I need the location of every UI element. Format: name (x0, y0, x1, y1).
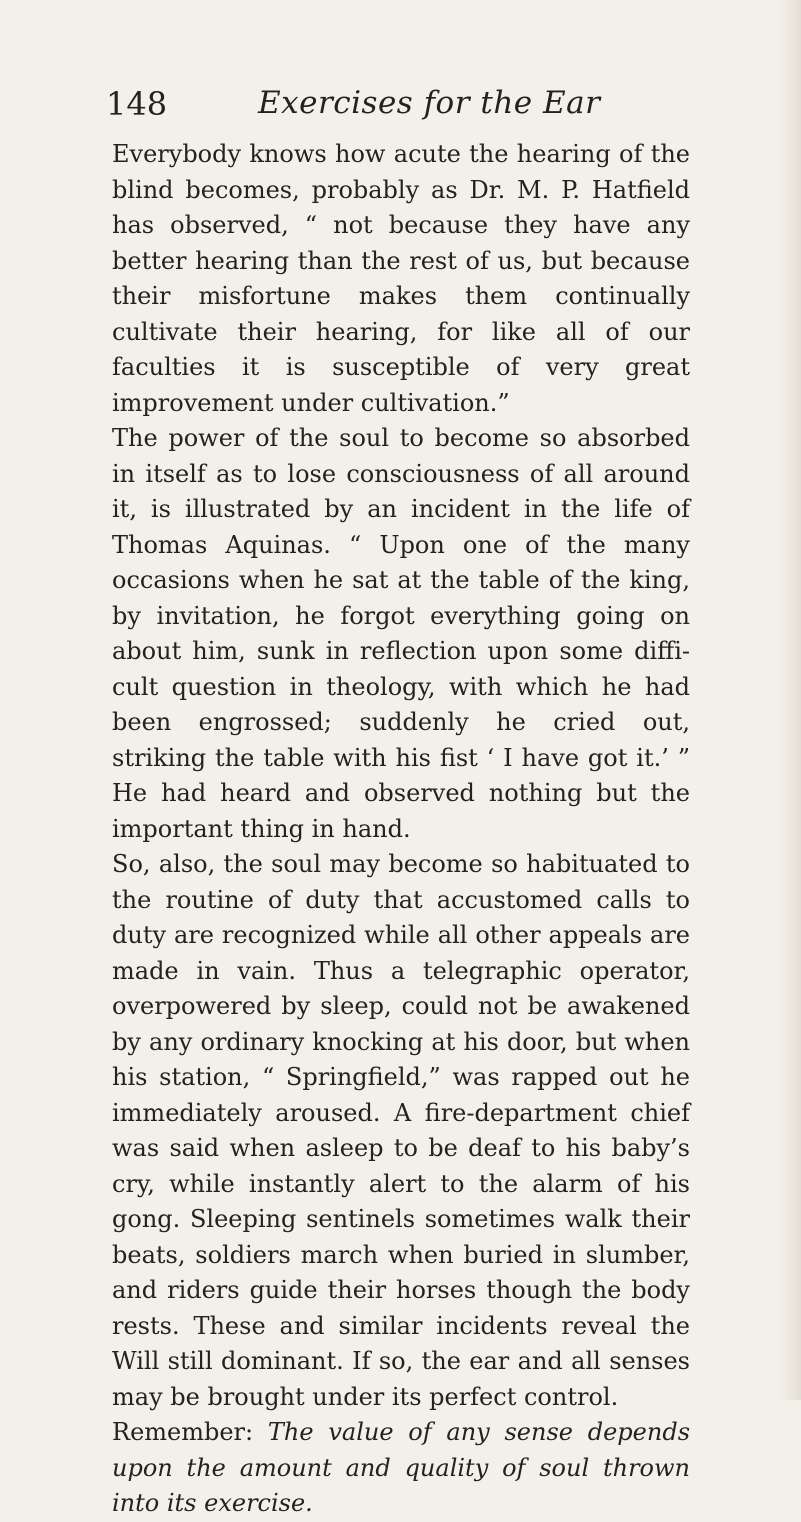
paragraph-blind-hearing: Everybody knows how acute the hearing of the blind becomes, probably as Dr. M. P. Hatfield has observed, “ not because they have any better hearing than the rest of us, but because their misfortune makes them continually cultivate their hearing, for like all of our faculties it is susceptible of very great improvement under cultivation.” (112, 140, 690, 417)
paragraph-habituated-soul: So, also, the soul may become so habituated to the routine of duty that accustomed calls to duty are recognized while all other appeals are made in vain. Thus a telegraphic operator, overpowered by sleep, could not be awakened by any ordinary knocking at his door, but when his station, “ Springfield,” was rapped out he immediately aroused. A fire-department chief was said when asleep to be deaf to his baby’s cry, while instantly alert to the alarm of his gong. Sleeping sentinels sometimes walk their beats, soldiers march when buried in slumber, and riders guide their horses though the body rests. These and similar incidents reveal the Will still dominant. If so, the ear and all senses may be brought under its perfect control. (112, 850, 690, 1411)
running-head: Exercises for the Ear (258, 85, 601, 121)
remember-label: Remember: (112, 1418, 268, 1446)
paragraph-thomas-aquinas: The power of the soul to become so absorbed in itself as to lose consciousness of all around it, is illustrated by an incident in the life of Thomas Aquinas. “ Upon one of the many occasions when he sat at the table of the king, by invitation, he forgot everything going on about him, sunk in reflection upon some difficult question in theology, with which he had been engrossed; suddenly he cried out, striking the table with his fist ‘ I have got it.’ ” He had heard and observed nothing but the important thing in hand. (112, 424, 690, 843)
page-number: 148 (106, 85, 168, 123)
paragraph-remember (112, 1415, 690, 1522)
body-text (112, 137, 690, 1522)
remember-emphasis: The value of any sense depends upon the amount and quality of soul thrown into its exercise. (112, 1418, 691, 1517)
page-edge-shadow (779, 0, 801, 1400)
page-header (106, 85, 686, 125)
